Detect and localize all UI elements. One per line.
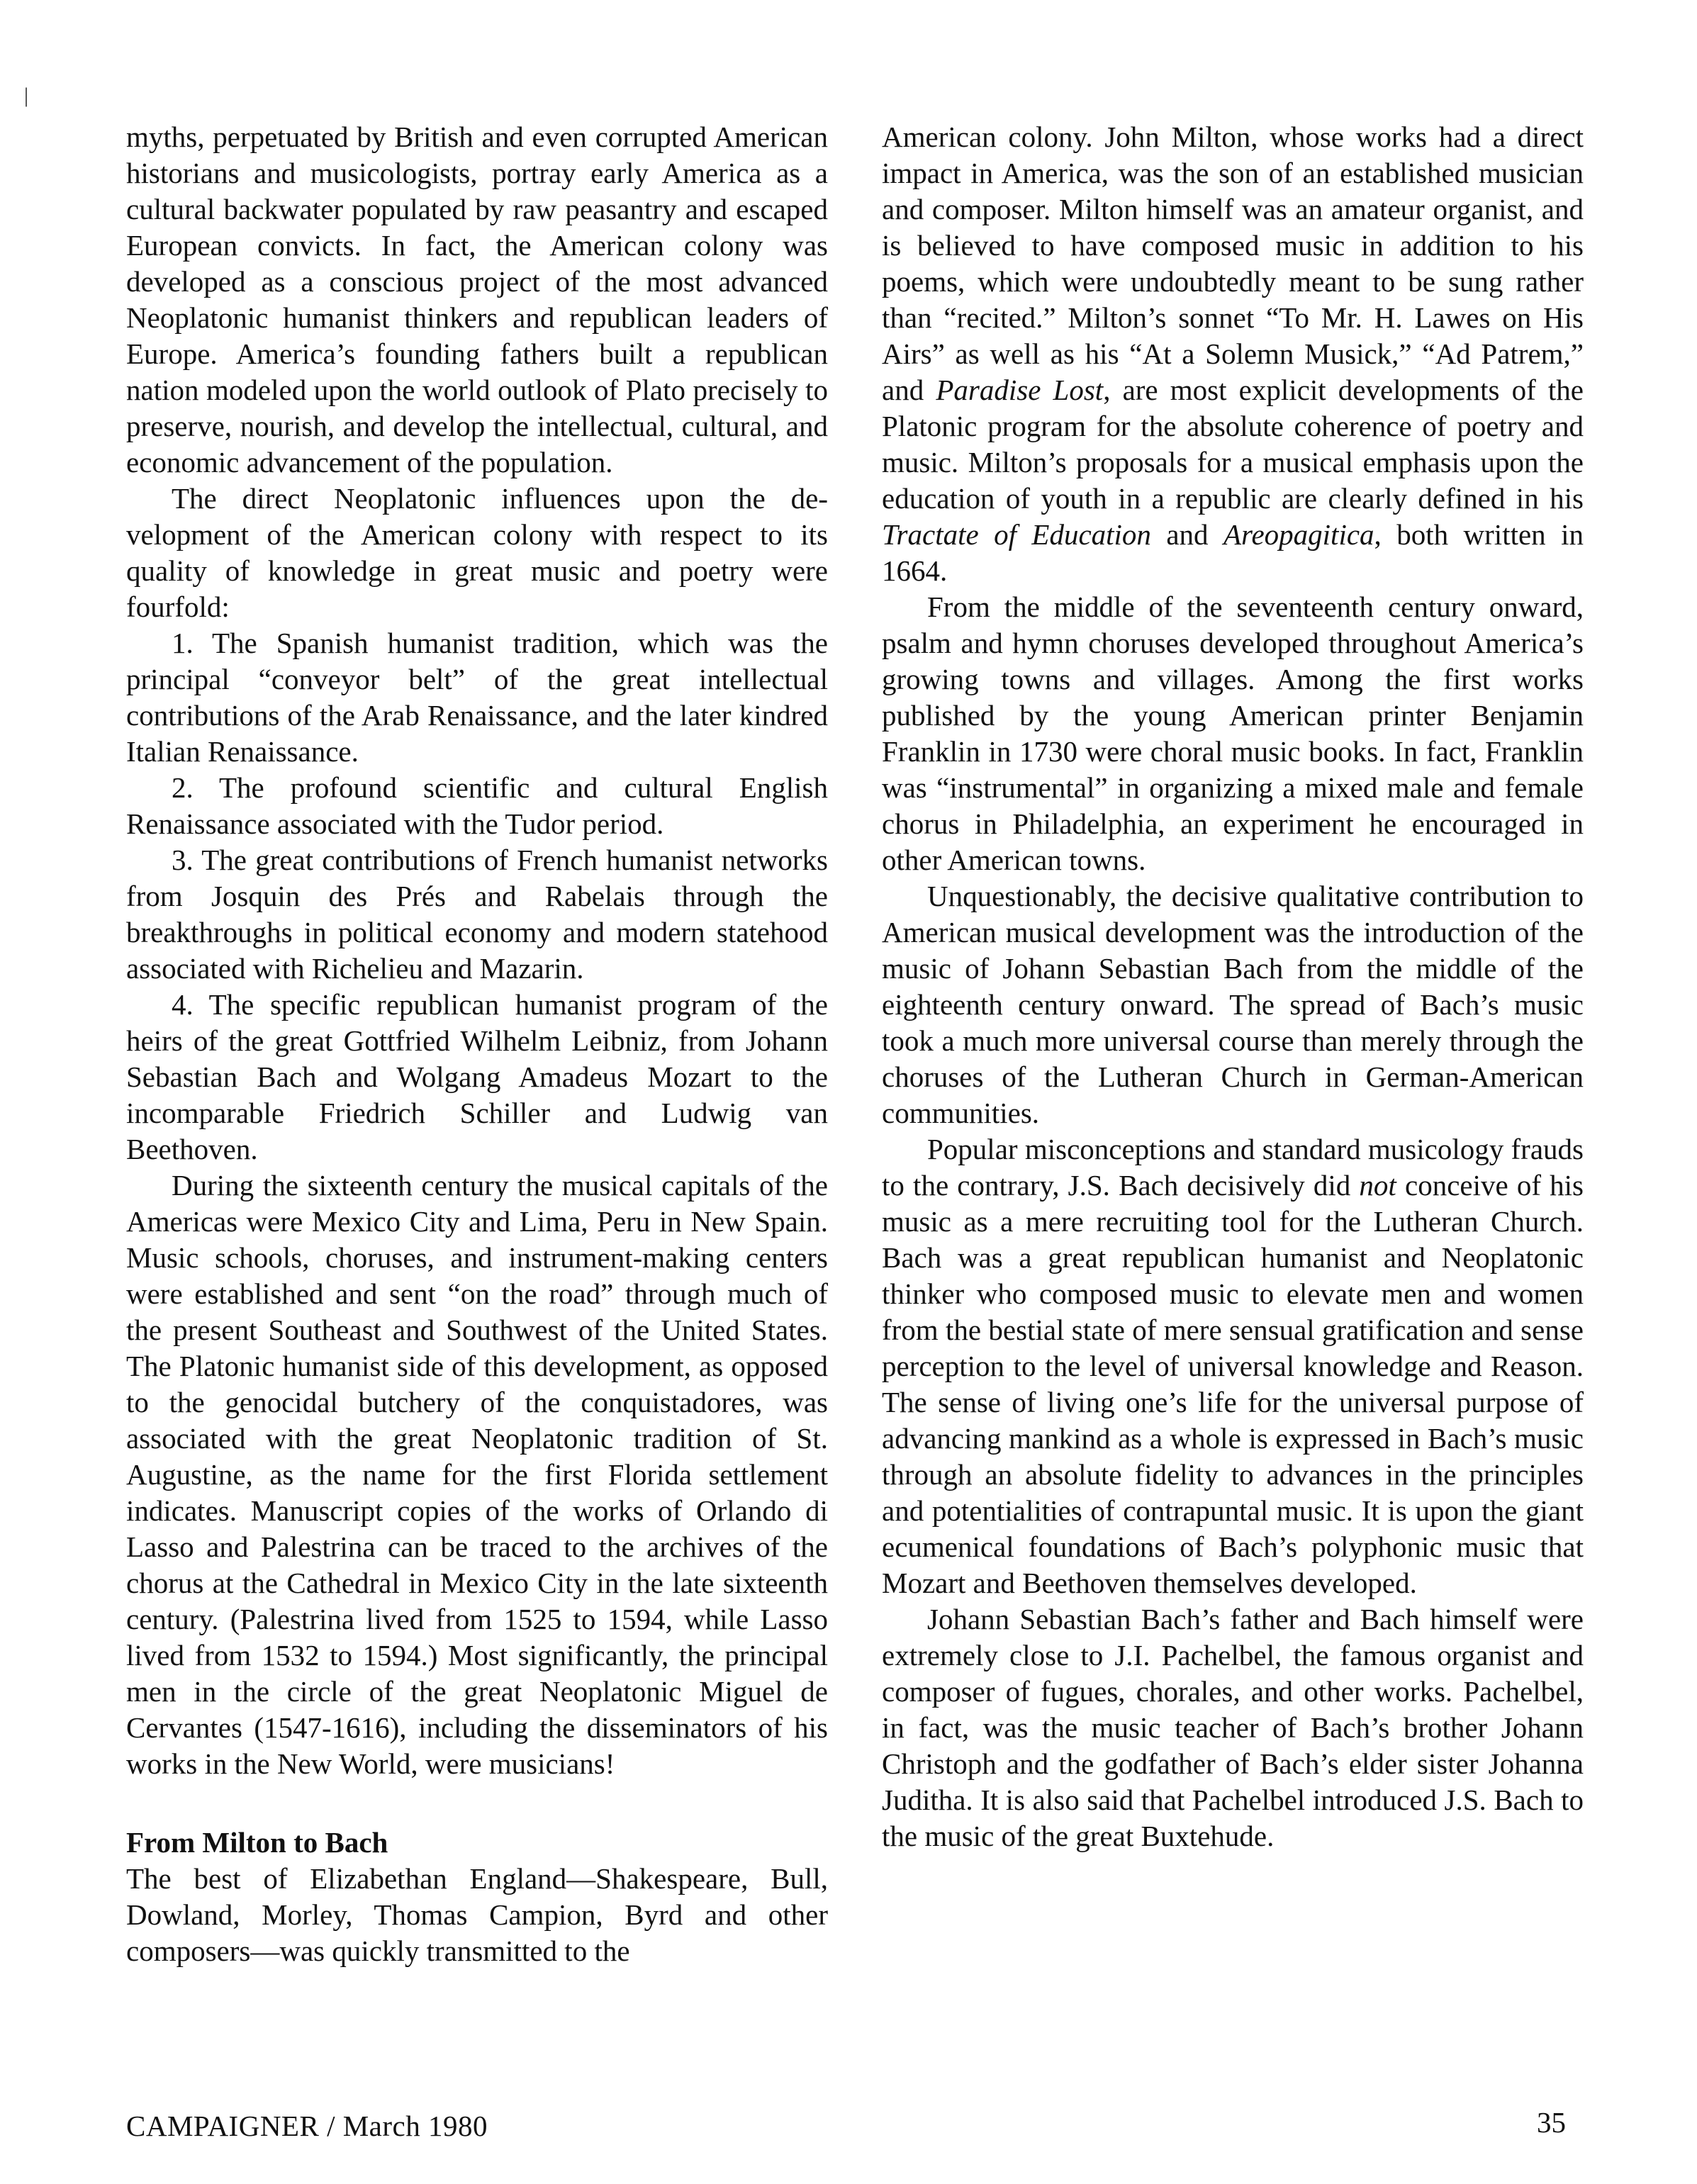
paragraph: Unquestionably, the decisive qualitative contribution to American musical development was the introduction of the music of Johann Sebastian Bach from the middle of the eighteenth century onward. The spread of Bach’s music took a much more universal course than merely through the choruses of the Lutheran Church in German-American communities. bbox=[882, 880, 1584, 1129]
italic-emphasis: not bbox=[1359, 1169, 1396, 1202]
paragraph: The direct Neoplatonic influences upon the development of the American colony with respect to its quality of knowledge in great music and poetry were fourfold: bbox=[126, 482, 828, 623]
paragraph: myths, perpetuated by British and even corrupted American historians and musicologists, portray early America as a cultural backwater populated by raw peasantry and escaped European convicts. In fact, the American colony was developed as a conscious project of the most advanced Neoplatonic humanist thinkers and republican leaders of Europe. America’s founding fathers built a republican nation modeled upon the world outlook of Plato precisely to preserve, nourish, and develop the intellectual, cultural, and economic advancement of the population. bbox=[126, 121, 828, 478]
list-item: 3. The great contributions of French humanist networks from Josquin des Prés and Rabelais through the breakthroughs in political economy and modern statehood associated with Richelieu and Mazarin. bbox=[126, 844, 828, 985]
italic-title: Areopagitica bbox=[1223, 518, 1374, 551]
page-number: 35 bbox=[1537, 2106, 1566, 2139]
paragraph: Johann Sebastian Bach’s father and Bach himself were extremely close to J.I. Pachelbel, the famous organist and composer of fugues, chorales, and other works. Pachelbel, in fact, was the music teacher of Bach’s brother Johann Christoph and the godfather of Bach’s elder sister Johanna Juditha. It is also said that Pachelbel introduced J.S. Bach to the music of the great Buxtehude. bbox=[882, 1603, 1584, 1852]
italic-title: Tractate of Education bbox=[882, 518, 1151, 551]
list-item: 2. The profound scientific and cultural English Renaissance associated with the Tudor period. bbox=[126, 771, 828, 840]
list-item: 4. The specific republican humanist program of the heirs of the great Gottfried Wilhelm Leibniz, from Johann Sebastian Bach and Wolgang Amadeus Mozart to the incomparable Friedrich Schiller and Ludwig van Beethoven. bbox=[126, 988, 828, 1165]
margin-mark: | bbox=[24, 84, 29, 107]
paragraph: From the middle of the seventeenth century onward, psalm and hymn choruses developed throughout America’s growing towns and villages. Among the first works published by the young American printer Benjamin Franklin in 1730 were choral music books. In fact, Franklin was “instrumental” in organizing a mixed male and female chorus in Philadelphia, an experiment he encouraged in other American towns. bbox=[882, 590, 1584, 876]
italic-title: Paradise Lost bbox=[936, 374, 1104, 406]
right-column bbox=[882, 119, 1584, 1854]
left-column bbox=[126, 119, 828, 1969]
paragraph: During the sixteenth century the musical capitals of the Americas were Mexico City and Lima, Peru in New Spain. Music schools, choruses, and instrument-making centers were established and sent “on the road” through much of the present Southeast and Southwest of the United States. The Platonic humanist side of this development, as opposed to the genocidal butchery of the conquistadores, was associated with the great Neoplatonic tradition of St. Augustine, as the name for the first Florida settlement indicates. Manuscript copies of the works of Orlando di Lasso and Palestrina can be traced to the archives of the chorus at the Cathedral in Mexico City in the late sixteenth century. (Palestrina lived from 1525 to 1594, while Lasso lived from 1532 to 1594.) Most significantly, the principal men in the circle of the great Neoplatonic Miguel de Cervantes (1547-1616), including the disseminators of his works in the New World, were musicians! bbox=[126, 1169, 828, 1780]
list-item: 1. The Spanish humanist tradition, which was the principal “conveyor belt” of the great intellectual contributions of the Arab Renaissance, and the later kindred Italian Renaissance. bbox=[126, 627, 828, 768]
paragraph: The best of Elizabethan England—Shakespeare, Bull, Dowland, Morley, Thomas Campion, Byrd and other composers—was quickly transmitted to the bbox=[126, 1862, 828, 1967]
paragraph: Popular misconceptions and standard musicology frauds to the contrary, J.S. Bach decisively did not conceive of his music as a mere recruiting tool for the Lutheran Church. Bach was a great republican humanist and Neoplatonic thinker who composed music to elevate men and women from the bestial state of mere sensual gratification and sense perception to the level of universal knowledge and Reason. The sense of living one’s life for the universal purpose of advancing mankind as a whole is expressed in Bach’s music through an absolute fidelity to advances in the principles and potentialities of contrapuntal music. It is upon the giant ecumenical foundations of Bach’s polyphonic music that Mozart and Beethoven themselves developed. bbox=[882, 1133, 1584, 1599]
section-heading: From Milton to Bach bbox=[126, 1826, 388, 1859]
publication-footer: CAMPAIGNER / March 1980 bbox=[126, 2110, 488, 2142]
paragraph: American colony. John Milton, whose works had a direct impact in America, was the son of an established musician and composer. Milton himself was an amateur organist, and is believed to have composed music in addition to his poems, which were undoubtedly meant to be sung rather than “recited.” Milton’s sonnet “To Mr. H. Lawes on His Airs” as well as his “At a Solemn Musick,” “Ad Patrem,” and Paradise Lost, are most explicit developments of the Platonic program for the absolute coherence of poetry and music. Milton’s proposals for a musical emphasis upon the education of youth in a republic are clearly defined in his Tractate of Education and Areopagitica, both written in 1664. bbox=[882, 121, 1584, 587]
